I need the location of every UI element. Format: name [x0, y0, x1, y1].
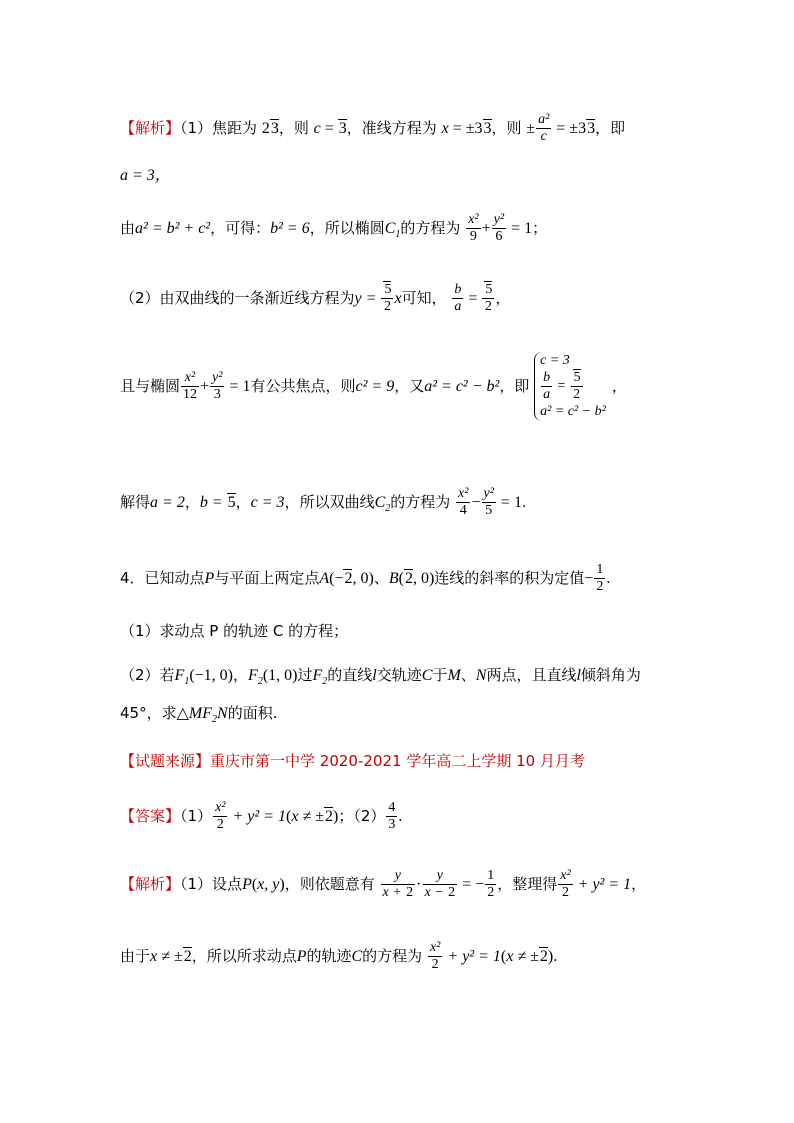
text: 的轨迹: [306, 947, 352, 965]
text: 45°，求: [120, 704, 177, 722]
fraction: $\frac{\text{y²}}{6}$: [493, 212, 505, 244]
text: 由于: [120, 947, 151, 965]
analysis-line-2: a = 3，: [120, 167, 171, 184]
text: ，则依题意有: [284, 875, 375, 893]
source-tag: 【试题来源】: [120, 752, 211, 770]
text: ，所以所求动点: [191, 947, 297, 965]
text: 过: [297, 666, 313, 684]
text: ，可得：: [210, 219, 271, 237]
analysis-line-4: （2）由双曲线的一条渐近线方程为y = $\frac{5}{2}$ x可知， $\frac{b}{a}$ = $\frac{5}{2}$ ，: [120, 282, 511, 314]
text: ，则: [278, 119, 309, 137]
text: 且与椭圆: [120, 377, 181, 395]
analysis-line-3: 由a² = b² + c²，可得：b² = 6，所以椭圆$C_1$的方程为 $\frac{\text{x²}}{9}$ + $\frac{\text{y²}}{6}$ = 1；: [120, 212, 548, 244]
problem-4-q1: （1）求动点 P 的轨迹 C 的方程；: [120, 622, 349, 640]
problem-4-q2-line2: 45°，求$\triangle MF_2N$的面积.: [120, 704, 278, 726]
text: ，又: [394, 377, 425, 395]
source-text: 重庆市第一中学 2020-2021 学年高二上学期 10 月月考: [210, 752, 585, 770]
text: 可知，: [401, 289, 447, 307]
text: 倾斜角为: [580, 666, 641, 684]
source-line: [120, 750, 585, 771]
problem-4-stem: 4．已知动点P与平面上两定点A(−2, 0)、B(2, 0)连线的斜率的积为定值− $\frac{1}{2}$ .: [120, 562, 611, 594]
text: 由: [120, 219, 136, 237]
text: 两点，且直线: [486, 666, 577, 684]
text: 有公共焦点，则: [250, 377, 356, 395]
text: （2）由双曲线的一条渐近线方程为: [120, 289, 355, 307]
text: （1）焦距为: [180, 119, 258, 137]
text: （2）若: [120, 666, 175, 684]
text: 、: [373, 569, 389, 587]
equation-system: c = 3 $\frac{b}{a}$ = $\frac{5}{2}$ a² = c² − b²: [534, 352, 606, 421]
fraction: $\frac{1}{2}$: [596, 562, 604, 594]
analysis-line-6: 解得a = 2，b = 5，c = 3，所以双曲线$C_2$的方程为 $\frac{\text{x²}}{4}$ − $\frac{\text{y²}}{5}$ = 1.: [120, 486, 526, 518]
text: 解得: [120, 493, 151, 511]
fraction: $\frac{\text{x²}}{9}$: [468, 212, 479, 244]
analysis-line-5: 且与椭圆 $\frac{\text{x²}}{12}$ + $\frac{\text{y²}}{3}$ = 1有公共焦点，则c² = 9，又a² = c² − b²，即 c = 3 $\frac{b}{a}$ = $\frac{5}{2}$ a² = c² − b² ，: [120, 353, 627, 419]
fraction: $\frac{\text{y²}}{5}$: [483, 486, 494, 518]
fraction: $\frac{b}{a}$: [454, 282, 462, 314]
text: 的方程为: [390, 493, 451, 511]
fraction: $\frac{5}{2}$: [381, 282, 393, 315]
text: ，整理得: [497, 875, 558, 893]
answer-tag: 【答案】: [120, 807, 181, 825]
text: 的直线: [327, 666, 373, 684]
fraction: $\frac{\text{y²}}{3}$: [212, 370, 223, 402]
text: 4．已知动点: [120, 569, 205, 587]
math: 23: [261, 120, 279, 137]
analysis-tag: 【解析】: [120, 119, 181, 137]
analysis-2-line-2: 由于x ≠ ±2，所以所求动点P的轨迹C的方程为 $\frac{\text{x²}}{2}$ + y² = 1(x ≠ ±2).: [120, 940, 558, 972]
fraction: $\frac{5}{2}$: [482, 282, 494, 315]
analysis-line-1: 【解析】（1）焦距为 23，则 c = 3，准线方程为 x = ±33，则 ± $\frac{\text{a²}}{c}$ = ±33，即: [120, 112, 626, 144]
text: 、: [460, 666, 476, 684]
text: （1）: [180, 807, 213, 825]
text: 所以双曲线: [299, 493, 375, 511]
text: 的面积.: [227, 704, 278, 722]
fraction: $\frac{\text{x²}}{12}$: [183, 370, 198, 402]
text: ，: [233, 666, 249, 684]
math: x: [441, 120, 449, 137]
text: ，则: [491, 119, 522, 137]
text: 连线的斜率的积为定值: [434, 569, 585, 587]
text: ；: [532, 219, 548, 237]
text: ，准线方程为: [346, 119, 437, 137]
text: 交轨迹: [376, 666, 422, 684]
text: 于: [432, 666, 448, 684]
text: ；（2）: [338, 807, 386, 825]
answer-line: 【答案】（1） $\frac{\text{x²}}{2}$ + y² = 1(x ≠ ±2)；（2） $\frac{4}{3}$ .: [120, 800, 403, 832]
text: 的方程为: [400, 219, 461, 237]
math: c: [313, 120, 321, 137]
problem-4-q2-line1: （2）若$F_1(-1$, 0)，$F_2(1$, 0)过$F_2$的直线l交轨迹C于M、N两点，且直线l倾斜角为: [120, 666, 641, 688]
text: 与平面上两定点: [214, 569, 320, 587]
math: 3: [338, 120, 347, 137]
fraction: $\frac{\text{x²}}{4}$: [458, 486, 469, 518]
fraction: $\frac{\text{a²}}{c}$: [538, 112, 550, 144]
text: ，所以椭圆: [309, 219, 385, 237]
text: （1）设点: [180, 875, 243, 893]
analysis-2-line-1: 【解析】（1）设点P(x, y)，则依题意有 $\frac{y}{x + 2}$ · $\frac{y}{x - 2}$ = − $\frac{1}{2}$ ，整理得 $\frac{\text{x²}}{2}$ + y² = 1，: [120, 868, 647, 900]
text: ，即: [595, 119, 626, 137]
text: 的方程为: [362, 947, 423, 965]
text: ，即: [499, 377, 530, 395]
analysis-tag: 【解析】: [120, 875, 181, 893]
